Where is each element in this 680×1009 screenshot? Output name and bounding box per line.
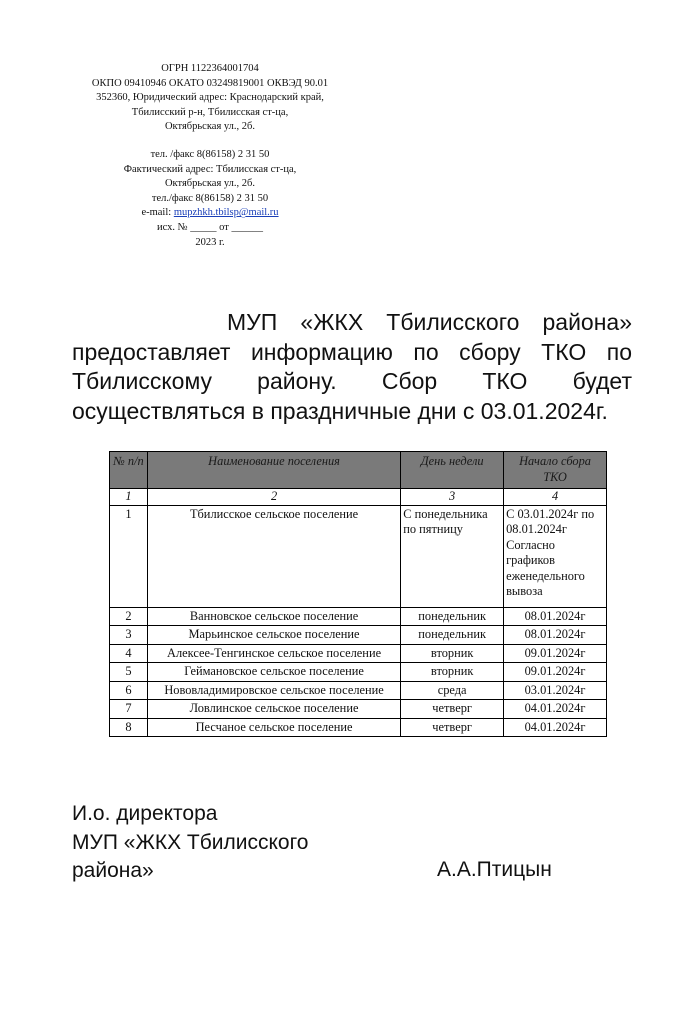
header-weekday: День недели [401,452,504,489]
settlement-name: Марьинское сельское поселение [147,626,400,645]
signatory-title-line-2: МУП «ЖКХ Тбилисского [72,830,309,854]
signatory-title-line-1: И.о. директора [72,802,218,825]
outgoing-number-line: исх. № _____ от ______ [157,221,263,233]
column-number: 2 [147,489,400,506]
signatory-name: А.А.Птицын [437,858,552,881]
row-number: 8 [110,718,148,737]
actual-address-line-2: Октябрьская ул., 2б. [164,178,256,190]
row-number: 5 [110,663,148,682]
weekday: четверг [401,700,504,719]
table-row [110,607,607,626]
notice-text: МУП «ЖКХ Тбилисского района» предоставляет информацию по сбору ТКО по Тбилисскому району. Сбор ТКО будет осуществляться в праздничные дни с 03.01.2024г. [72,309,632,424]
start-date: 04.01.2024г [504,718,607,737]
settlement-name: Алексее-Тенгинское сельское поселение [147,644,400,663]
signature-block [72,800,308,886]
table-column-numbers-row [110,489,607,506]
email-label: e-mail: [141,207,174,219]
legal-address-line-3: Октябрьская ул., 2б. [164,121,256,133]
schedule-table [109,451,607,737]
settlement-name: Ловлинское сельское поселение [147,700,400,719]
row-number: 1 [110,505,148,607]
row-number: 2 [110,607,148,626]
table-row [110,663,607,682]
codes-line: ОКПО 09410946 ОКАТО 03249819001 ОКВЭД 90.01 [91,77,329,89]
legal-address-line-2: Тбилисский р-н, Тбилисская ст-ца, [131,106,289,118]
phone-line-2: тел./факс 8(86158) 2 31 50 [151,192,269,204]
year-line: 2023 г. [195,236,225,248]
row-number: 4 [110,644,148,663]
start-date: С 03.01.2024г по 08.01.2024г Согласно графиков еженедельного вывоза [504,505,607,607]
email-line [60,206,360,221]
settlement-name: Геймановское сельское поселение [147,663,400,682]
start-date: 09.01.2024г [504,644,607,663]
notice-block [72,308,632,426]
table-row [110,718,607,737]
start-date: 08.01.2024г [504,626,607,645]
row-number: 6 [110,681,148,700]
start-date: 09.01.2024г [504,663,607,682]
table-row [110,626,607,645]
start-date: 04.01.2024г [504,700,607,719]
weekday: понедельник [401,607,504,626]
table-row [110,505,607,607]
header-number: № п/п [110,452,148,489]
weekday: понедельник [401,626,504,645]
row-number: 3 [110,626,148,645]
settlement-name: Ванновское сельское поселение [147,607,400,626]
settlement-name: Нововладимировское сельское поселение [147,681,400,700]
weekday: вторник [401,663,504,682]
table-row [110,681,607,700]
column-number: 4 [504,489,607,506]
weekday: среда [401,681,504,700]
actual-address-line-1: Фактический адрес: Тбилисская ст-ца, [123,163,297,175]
table-row [110,644,607,663]
settlement-name: Тбилисское сельское поселение [147,505,400,607]
weekday: С понедельника по пятницу [401,505,504,607]
email-link[interactable]: mupzhkh.tbilsp@mail.ru [173,207,279,219]
column-number: 1 [110,489,148,506]
start-date: 08.01.2024г [504,607,607,626]
legal-address-line-1: 352360, Юридический адрес: Краснодарский край, [96,92,324,104]
table-row [110,700,607,719]
table-header-row [110,452,607,489]
phone-line-1: тел. /факс 8(86158) 2 31 50 [150,148,270,160]
weekday: вторник [401,644,504,663]
weekday: четверг [401,718,504,737]
ogrn-line: ОГРН 1122364001704 [161,63,259,74]
header-settlement: Наименование поселения [147,452,400,489]
signatory-title-line-3: района» [72,859,154,882]
header-start: Начало сбора ТКО [504,452,607,489]
row-number: 7 [110,700,148,719]
settlement-name: Песчаное сельское поселение [147,718,400,737]
letterhead [60,62,360,250]
column-number: 3 [401,489,504,506]
start-date: 03.01.2024г [504,681,607,700]
